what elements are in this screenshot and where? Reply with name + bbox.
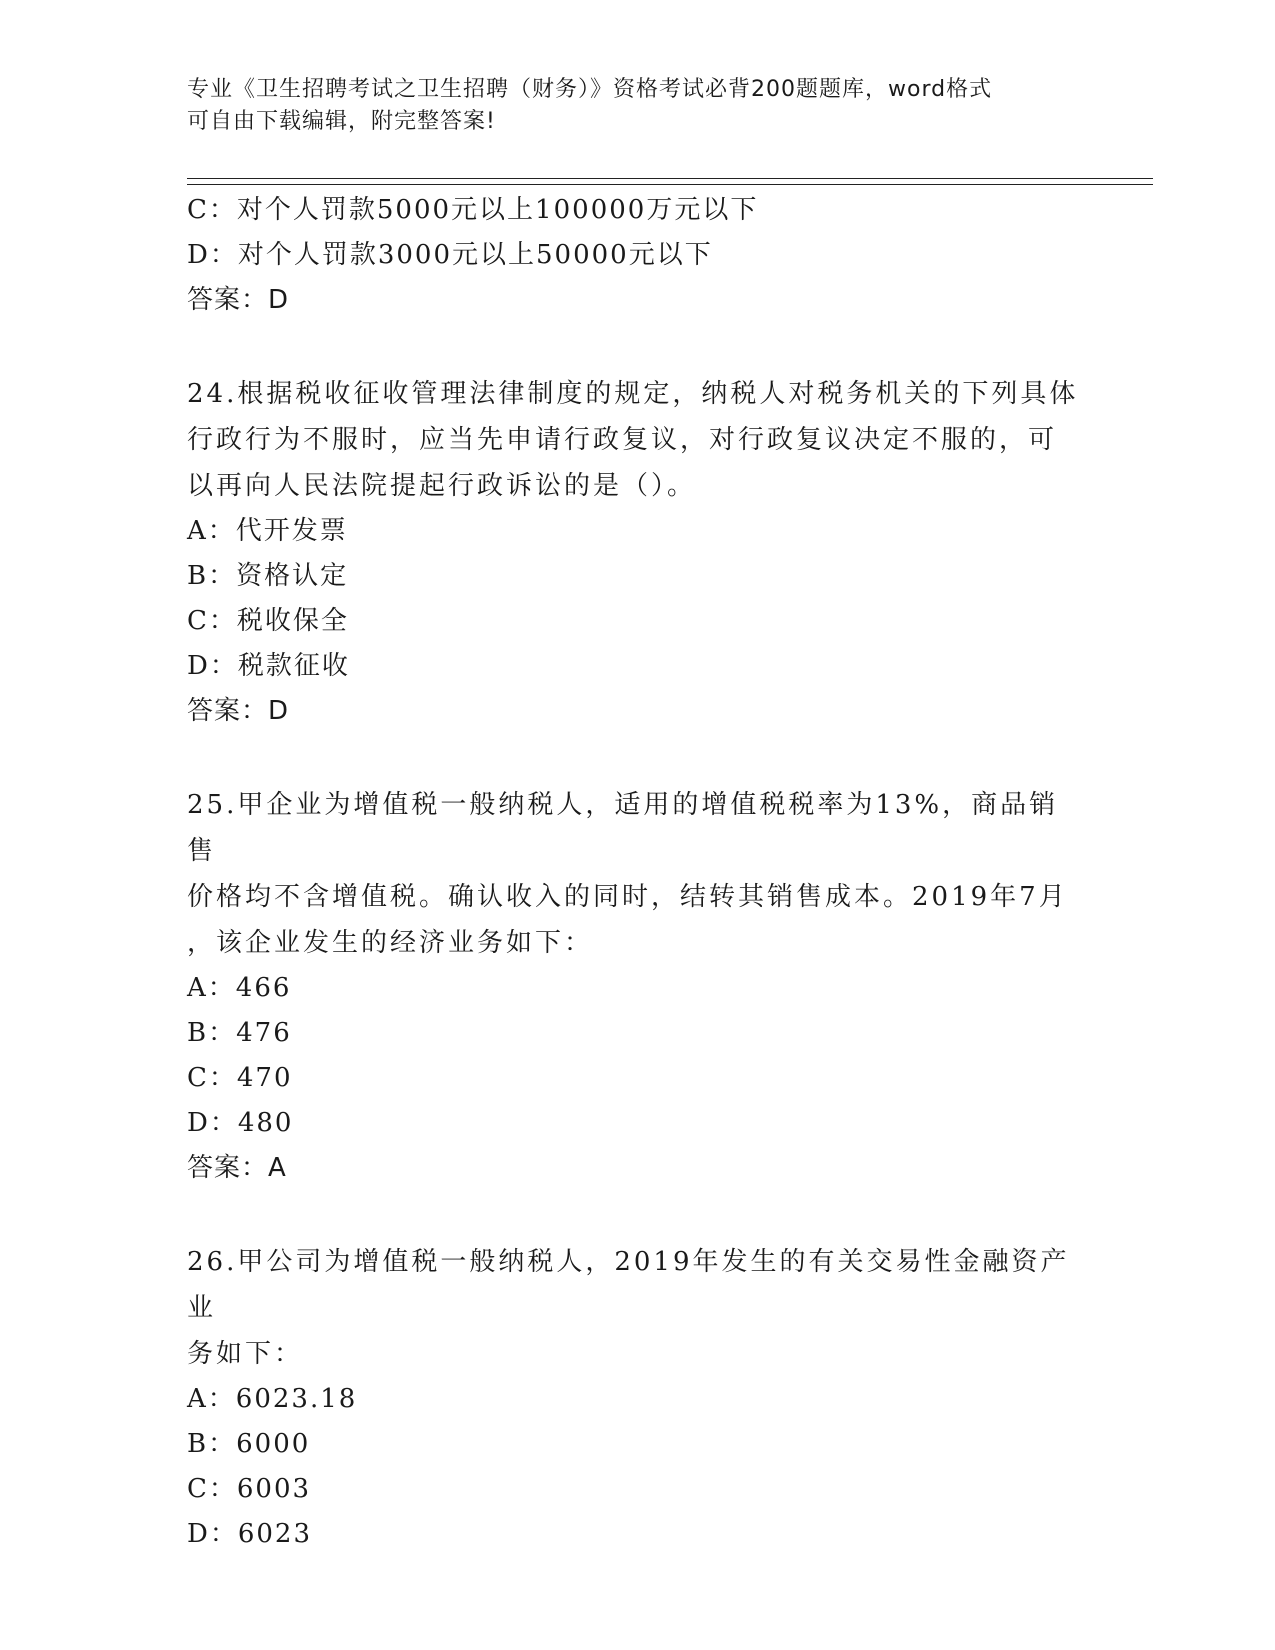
question-stem-line: 24.根据税收征收管理法律制度的规定，纳税人对税务机关的下列具体	[187, 379, 1079, 409]
option-a: A：466	[187, 973, 292, 1003]
question-24	[187, 371, 1087, 734]
option-b: B：476	[187, 1018, 292, 1048]
answer-label: 答案：D	[187, 696, 290, 726]
spacer	[187, 734, 1087, 782]
header-title-line-2: 可自由下载编辑，附完整答案!	[187, 109, 496, 134]
option-c: C：6003	[187, 1474, 312, 1504]
question-stem-line: 务如下：	[187, 1339, 304, 1369]
option-c: C：税收保全	[187, 606, 349, 636]
header-divider-bottom	[187, 184, 1153, 185]
option-d: D：480	[187, 1108, 294, 1138]
spacer	[187, 323, 1087, 371]
question-stem	[187, 782, 1087, 966]
option-d: D：对个人罚款3000元以上50000元以下	[187, 240, 713, 270]
question-list	[187, 188, 1087, 1557]
option-a: A：6023.18	[187, 1384, 358, 1414]
question-25	[187, 782, 1087, 1191]
question-stem-line: 价格均不含增值税。确认收入的同时，结转其销售成本。2019年7月	[187, 882, 1068, 912]
option-c: C：对个人罚款5000元以上100000万元以下	[187, 195, 759, 225]
question-stem-line: 25.甲企业为增值税一般纳税人，适用的增值税税率为13%，商品销售	[187, 790, 1059, 866]
answer-label: 答案：D	[187, 285, 290, 315]
option-c: C：470	[187, 1063, 293, 1093]
question-26	[187, 1239, 1087, 1557]
question-stem	[187, 1239, 1087, 1377]
answer-label: 答案：A	[187, 1153, 287, 1183]
option-d: D：6023	[187, 1519, 313, 1549]
question-stem-line: ，该企业发生的经济业务如下：	[187, 928, 594, 958]
question-stem-line: 行政行为不服时，应当先申请行政复议，对行政复议决定不服的，可	[187, 425, 1058, 455]
question-stem	[187, 371, 1087, 509]
question-23-continued	[187, 188, 1087, 323]
option-a: A：代开发票	[187, 516, 348, 546]
question-stem-line: 26.甲公司为增值税一般纳税人，2019年发生的有关交易性金融资产业	[187, 1247, 1070, 1323]
option-b: B：6000	[187, 1429, 311, 1459]
option-b: B：资格认定	[187, 561, 349, 591]
header-title-line-1: 专业《卫生招聘考试之卫生招聘（财务）》资格考试必背200题题库，word格式	[187, 77, 993, 102]
question-stem-line: 以再向人民法院提起行政诉讼的是（）。	[187, 471, 697, 501]
header-divider-top	[187, 178, 1153, 179]
option-d: D：税款征收	[187, 651, 350, 681]
spacer	[187, 1191, 1087, 1239]
document-header	[187, 74, 1067, 138]
